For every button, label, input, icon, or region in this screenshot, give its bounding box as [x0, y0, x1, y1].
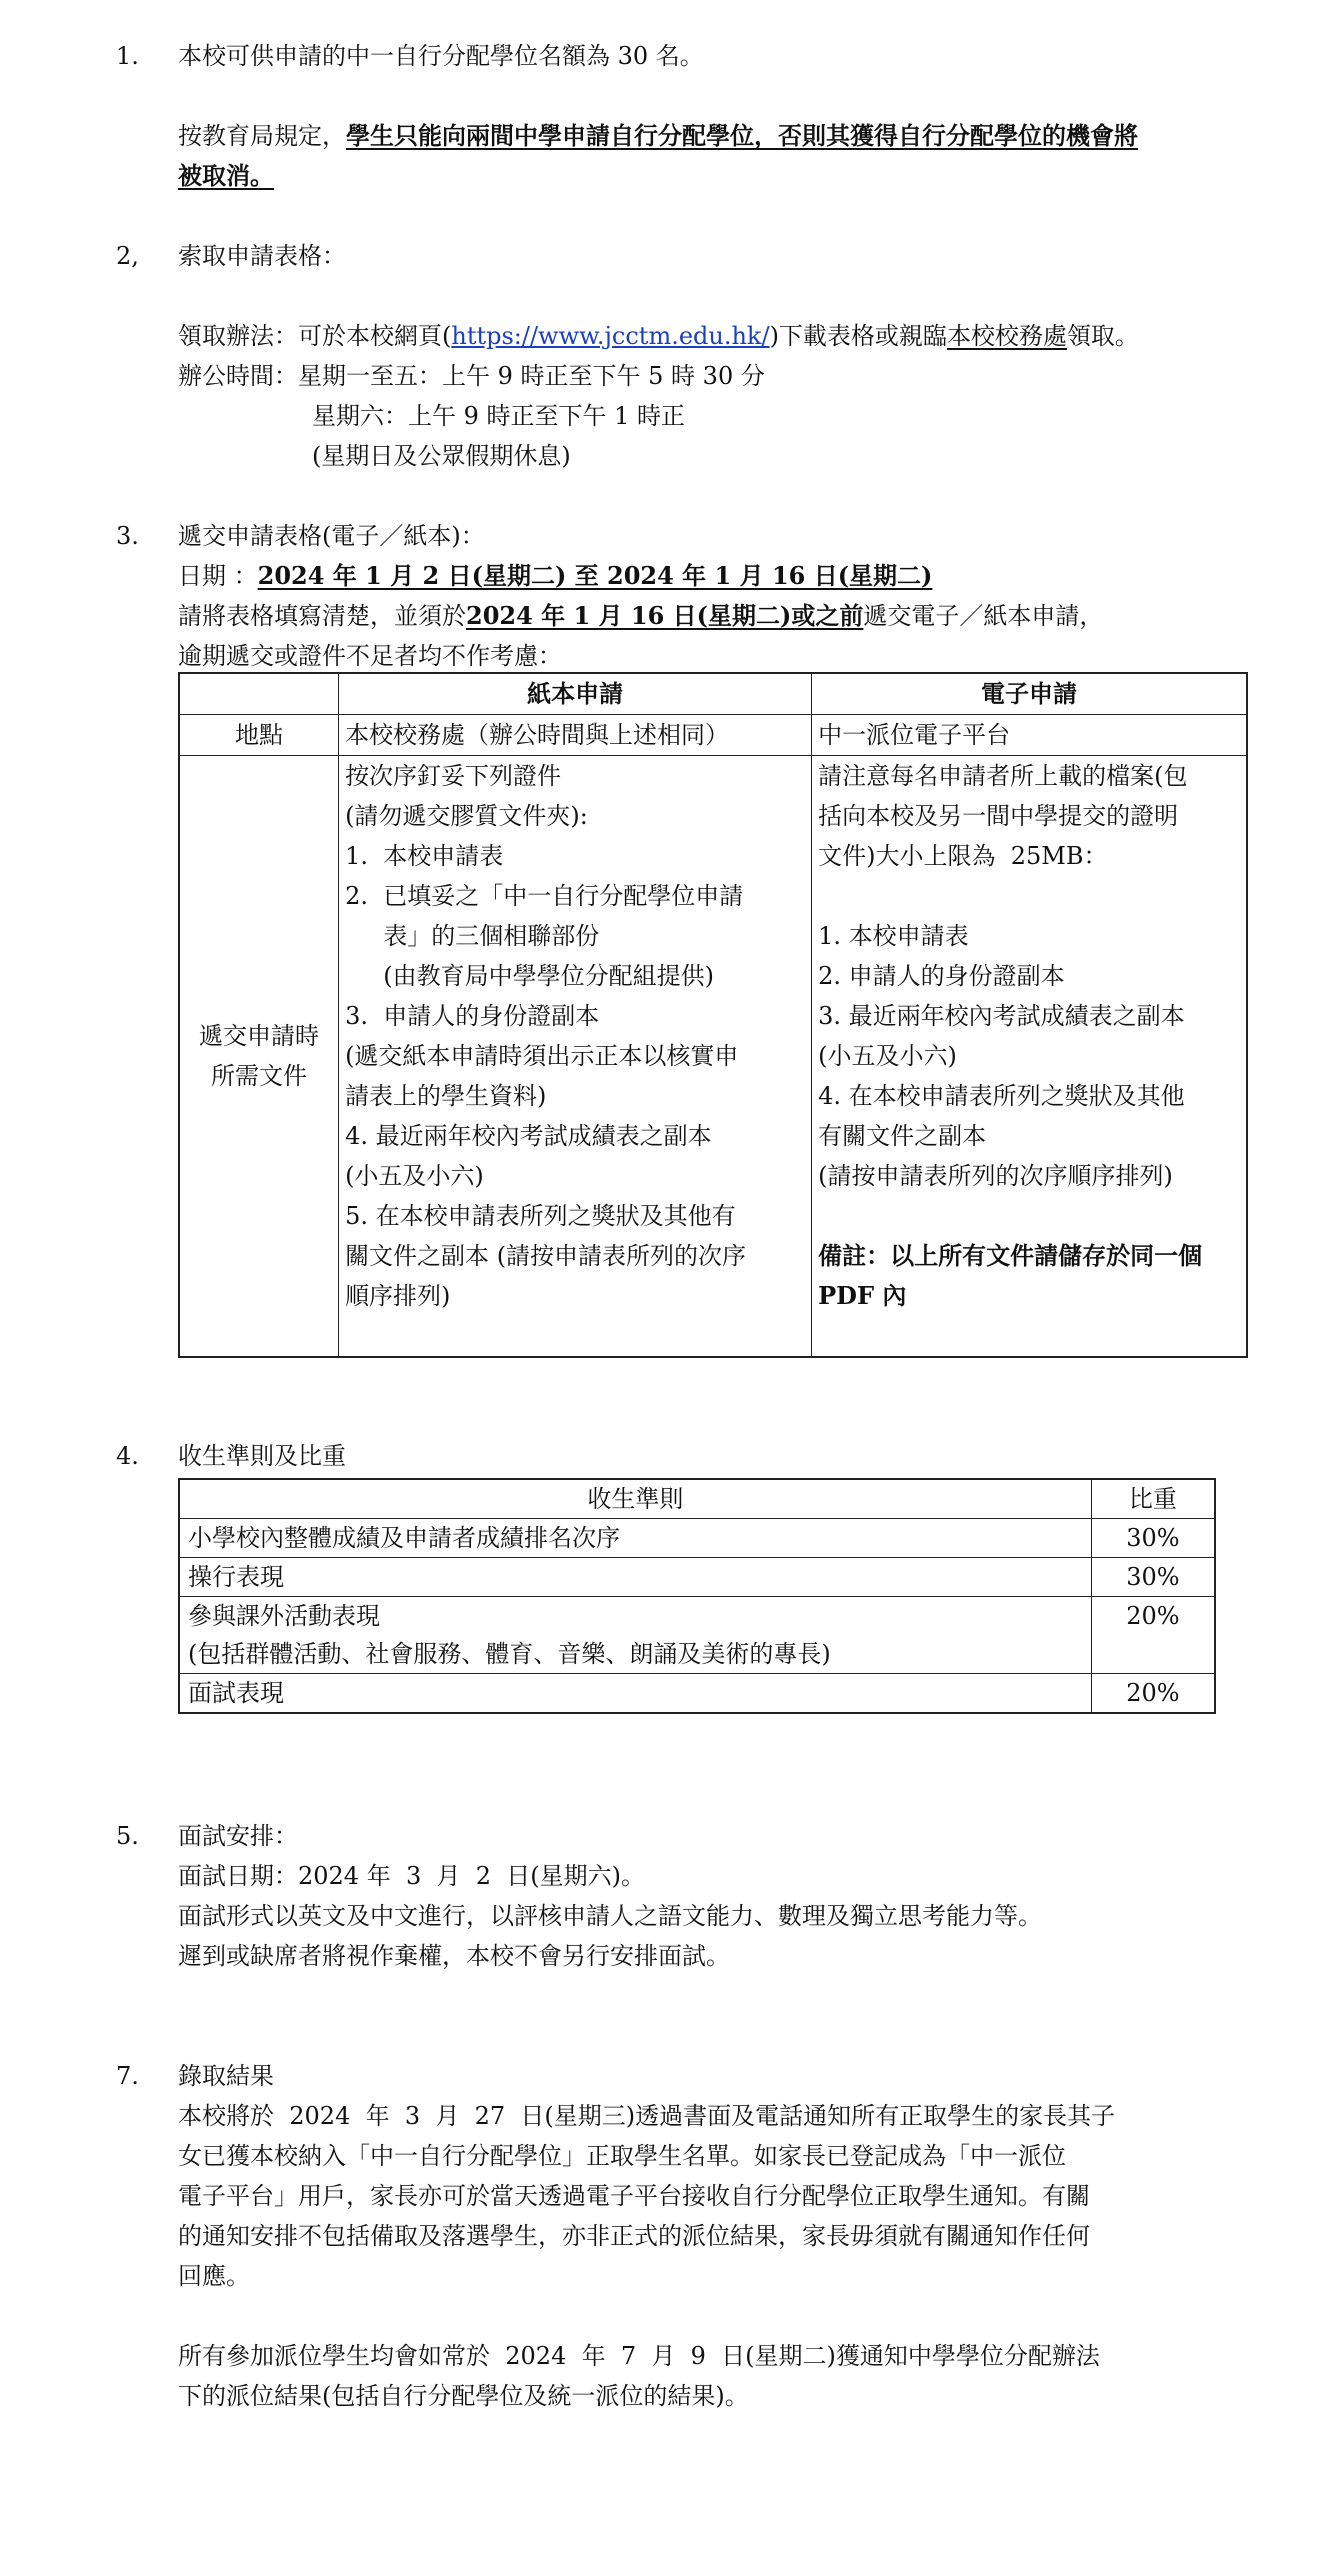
- criteria-cell: [179, 1597, 1091, 1674]
- edb-rule-bold-cont: 被取消。: [178, 161, 274, 190]
- section-title: 索取申請表格：: [178, 242, 346, 270]
- header-online: 電子申請: [812, 673, 1247, 715]
- table-row-location: [179, 715, 1247, 756]
- collect-prefix: 領取辦法：可於本校網頁(: [178, 322, 452, 350]
- collect-suffix: 領取。: [1066, 322, 1139, 350]
- interview-date: 面試日期：2024 年 3 月 2 日(星期六)。: [178, 1862, 646, 1890]
- paper-doc-line: 關文件之副本 (請按申請表所列的次序: [345, 1242, 747, 1270]
- paper-doc-line: 表」的三個相聯部份: [345, 922, 600, 950]
- admission-criteria-table: [178, 1478, 1216, 1714]
- table-row-documents: [179, 756, 1247, 1358]
- online-doc-line: 請注意每名申請者所上載的檔案(包: [818, 762, 1188, 790]
- online-doc-line: (小五及小六): [818, 1042, 957, 1070]
- office-hours-weekday: 辦公時間：星期一至五：上午 9 時正至下午 5 時 30 分: [178, 362, 765, 390]
- paper-doc-line: 順序排列): [345, 1282, 451, 1310]
- table-row: [179, 1597, 1215, 1674]
- online-doc-line: 3. 最近兩年校內考試成績表之副本: [818, 1002, 1185, 1030]
- online-doc-line: 文件)大小上限為 25MB：: [818, 842, 1108, 870]
- edb-rule-bold: 學生只能向兩間中學申請自行分配學位，否則其獲得自行分配學位的機會將: [346, 121, 1138, 150]
- online-doc-line: 括向本校及另一間中學提交的證明: [818, 802, 1179, 830]
- header-paper: 紙本申請: [339, 673, 812, 715]
- weight-cell: 20%: [1091, 1597, 1215, 1674]
- office-hours-holiday: (星期日及公眾假期休息): [312, 442, 571, 470]
- online-doc-line: (請按申請表所列的次序順序排列): [818, 1162, 1173, 1190]
- result-paragraph-line: 的通知安排不包括備取及落選學生，亦非正式的派位結果，家長毋須就有關通知作任何: [178, 2222, 1090, 2250]
- section-number: 3.: [116, 522, 139, 550]
- online-doc-line: 2. 申請人的身份證副本: [818, 962, 1065, 990]
- criteria-cell: 操行表現: [179, 1558, 1091, 1597]
- online-doc-spacer: [818, 876, 1240, 916]
- paper-doc-line: (小五及小六): [345, 1162, 484, 1190]
- allocation-paragraph-line: 下的派位結果(包括自行分配學位及統一派位的結果)。: [178, 2382, 749, 2410]
- paper-documents: [339, 756, 812, 1358]
- section-title: 錄取結果: [178, 2062, 274, 2090]
- deadline-suffix: 遞交電子／紙本申請，: [863, 602, 1104, 630]
- online-doc-line: 有關文件之副本: [818, 1122, 987, 1150]
- paper-doc-line: (由教育局中學學位分配組提供): [345, 962, 714, 990]
- table-header-row: [179, 673, 1247, 715]
- result-paragraph-line: 本校將於 2024 年 3 月 27 日(星期三)透過書面及電話通知所有正取學生的家長其子: [178, 2102, 1116, 2130]
- date-prefix: 日期 ：: [178, 562, 258, 590]
- office-hours-saturday: 星期六：上午 9 時正至下午 1 時正: [312, 402, 686, 430]
- weight-cell: 20%: [1091, 1674, 1215, 1714]
- criteria-sub: (包括群體活動、社會服務、體育、音樂、朗誦及美術的專長): [188, 1640, 831, 1668]
- section-number: 7.: [116, 2062, 139, 2090]
- quota-text: 本校可供申請的中一自行分配學位名額為 30 名。: [178, 42, 704, 70]
- paper-doc-line: 請表上的學生資料): [345, 1082, 547, 1110]
- row-label-location: 地點: [179, 715, 339, 756]
- section-number: 4.: [116, 1442, 139, 1470]
- table-row: [179, 1558, 1215, 1597]
- allocation-paragraph-line: 所有參加派位學生均會如常於 2024 年 7 月 9 日(星期二)獲通知中學學位分配辦法: [178, 2342, 1100, 2370]
- criteria-cell: 面試表現: [179, 1674, 1091, 1714]
- online-location: 中一派位電子平台: [812, 715, 1247, 756]
- paper-doc-line: 4. 最近兩年校內考試成績表之副本: [345, 1122, 712, 1150]
- header-weight: 比重: [1091, 1479, 1215, 1519]
- late-note: 逾期遞交或證件不足者均不作考慮：: [178, 642, 562, 670]
- edb-rule-prefix: 按教育局規定，: [178, 122, 346, 150]
- online-doc-line: 4. 在本校申請表所列之獎狀及其他: [818, 1082, 1185, 1110]
- criteria-cell: 小學校內整體成績及申請者成績排名次序: [179, 1519, 1091, 1558]
- criteria-main: 參與課外活動表現: [188, 1602, 380, 1630]
- section-title: 遞交申請表格(電子／紙本)：: [178, 522, 485, 550]
- section-number: 2,: [116, 242, 139, 270]
- table-row: [179, 1674, 1215, 1714]
- submission-table: [178, 672, 1248, 1358]
- collect-method: [178, 316, 1256, 356]
- school-office: 本校校務處: [946, 322, 1067, 350]
- header-criteria: 收生準則: [179, 1479, 1091, 1519]
- deadline-note: [178, 596, 1256, 636]
- row-label-documents: [179, 756, 339, 1358]
- paper-doc-line: 5. 在本校申請表所列之獎狀及其他有: [345, 1202, 736, 1230]
- online-note: PDF 內: [818, 1281, 907, 1310]
- school-website-link[interactable]: https://www.jcctm.edu.hk/: [451, 322, 770, 350]
- section-title: 面試安排：: [178, 1822, 298, 1850]
- online-note: 備註：以上所有文件請儲存於同一個: [818, 1241, 1203, 1270]
- interview-format: 面試形式以英文及中文進行，以評核申請人之語文能力、數理及獨立思考能力等。: [178, 1902, 1042, 1930]
- table-header-row: [179, 1479, 1215, 1519]
- paper-location: 本校校務處（辦公時間與上述相同）: [339, 715, 812, 756]
- submission-dates: [178, 556, 1256, 596]
- table-row: [179, 1519, 1215, 1558]
- deadline-date: 2024 年 1 月 16 日(星期二)或之前: [466, 601, 864, 630]
- paper-doc-line: 2. 已填妥之「中一自行分配學位申請: [345, 882, 744, 910]
- paper-doc-line: (請勿遞交膠質文件夾):: [345, 802, 588, 830]
- paper-doc-line: 3. 申請人的身份證副本: [345, 1002, 600, 1030]
- section-number: 1.: [116, 42, 139, 70]
- online-doc-spacer: [818, 1196, 1240, 1236]
- row-label-line: 遞交申請時: [199, 1022, 320, 1050]
- result-paragraph-line: 電子平台」用戶，家長亦可於當天透過電子平台接收自行分配學位正取學生通知。有關: [178, 2182, 1090, 2210]
- result-paragraph-line: 回應。: [178, 2262, 250, 2290]
- interview-absence: 遲到或缺席者將視作棄權，本校不會另行安排面試。: [178, 1942, 730, 1970]
- paper-doc-line: 1. 本校申請表: [345, 842, 504, 870]
- section-number: 5.: [116, 1822, 139, 1850]
- online-documents: [812, 756, 1247, 1358]
- paper-doc-line: (遞交紙本申請時須出示正本以核實申: [345, 1042, 739, 1070]
- date-range: 2024 年 1 月 2 日(星期二) 至 2024 年 1 月 16 日(星期二): [257, 561, 933, 590]
- weight-cell: 30%: [1091, 1558, 1215, 1597]
- header-empty: [179, 673, 339, 715]
- result-paragraph-line: 女已獲本校納入「中一自行分配學位」正取學生名單。如家長已登記成為「中一派位: [178, 2142, 1066, 2170]
- online-doc-line: 1. 本校申請表: [818, 922, 969, 950]
- paper-doc-line: 按次序釘妥下列證件: [345, 762, 562, 790]
- collect-mid: )下載表格或親臨: [769, 322, 947, 350]
- edb-rule-cont: [178, 156, 1256, 196]
- edb-rule: [178, 116, 1256, 156]
- weight-cell: 30%: [1091, 1519, 1215, 1558]
- section-title: 收生準則及比重: [178, 1442, 346, 1470]
- row-label-line: 所需文件: [211, 1062, 308, 1090]
- deadline-prefix: 請將表格填寫清楚，並須於: [178, 602, 466, 630]
